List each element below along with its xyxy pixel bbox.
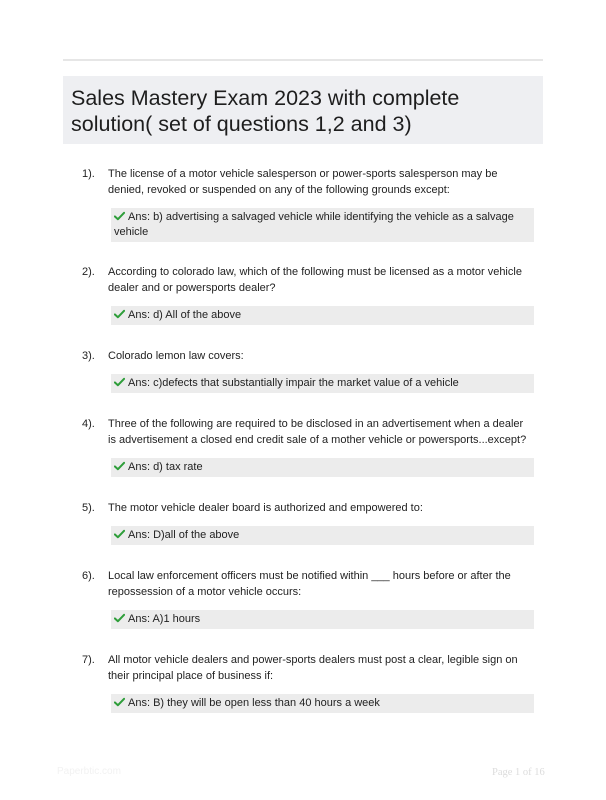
question-number: 7).	[82, 654, 95, 666]
question-number: 5).	[82, 502, 95, 514]
top-divider	[63, 59, 543, 61]
answer-text: Ans: d) tax rate	[128, 461, 203, 473]
page-indicator: Page 1 of 16	[492, 767, 545, 778]
answer-box	[111, 526, 534, 545]
answer-box	[111, 208, 534, 242]
question-text: The motor vehicle dealer board is authorized and empowered to:	[108, 502, 423, 514]
question-text: Colorado lemon law covers:	[108, 350, 244, 362]
question-text: The license of a motor vehicle salesperson or power-sports salesperson may be denied, revoked or suspended on any of the following grounds except:	[108, 168, 498, 196]
answer-text: Ans: c)defects that substantially impair the market value of a vehicle	[128, 377, 459, 389]
check-icon	[114, 377, 125, 387]
question-number: 4).	[82, 418, 95, 430]
question-number: 2).	[82, 266, 95, 278]
answer-box	[111, 374, 534, 393]
question-number: 6).	[82, 570, 95, 582]
check-icon	[114, 613, 125, 623]
check-icon	[114, 461, 125, 471]
check-icon	[114, 697, 125, 707]
answer-box	[111, 458, 534, 477]
check-icon	[114, 529, 125, 539]
question-text: Local law enforcement officers must be notified within ___ hours before or after the repossession of a motor vehicle occurs:	[108, 570, 511, 598]
answer-text: Ans: B) they will be open less than 40 hours a week	[128, 697, 380, 709]
document-title: Sales Mastery Exam 2023 with complete solution( set of questions 1,2 and 3)	[71, 86, 460, 136]
question-number: 1).	[82, 168, 95, 180]
answer-box	[111, 306, 534, 325]
answer-text: Ans: D)all of the above	[128, 529, 240, 541]
question-text: According to colorado law, which of the following must be licensed as a motor vehicle dealer and or powersports dealer?	[108, 266, 522, 294]
answer-box	[111, 694, 534, 713]
question-text: Three of the following are required to be disclosed in an advertisement when a dealer is advertisement a closed end credit sale of a mother vehicle or powersports...except?	[108, 418, 527, 446]
question-number: 3).	[82, 350, 95, 362]
footer-watermark: Paperbtic.com	[57, 766, 121, 777]
answer-text: Ans: b) advertising a salvaged vehicle while identifying the vehicle as a salvage vehicle	[114, 211, 514, 238]
answer-text: Ans: A)1 hours	[128, 613, 201, 625]
check-icon	[114, 211, 125, 221]
question-text: All motor vehicle dealers and power-sports dealers must post a clear, legible sign on their principal place of business if:	[108, 654, 518, 682]
check-icon	[114, 309, 125, 319]
answer-text: Ans: d) All of the above	[128, 309, 242, 321]
title-banner	[63, 76, 543, 144]
answer-box	[111, 610, 534, 629]
